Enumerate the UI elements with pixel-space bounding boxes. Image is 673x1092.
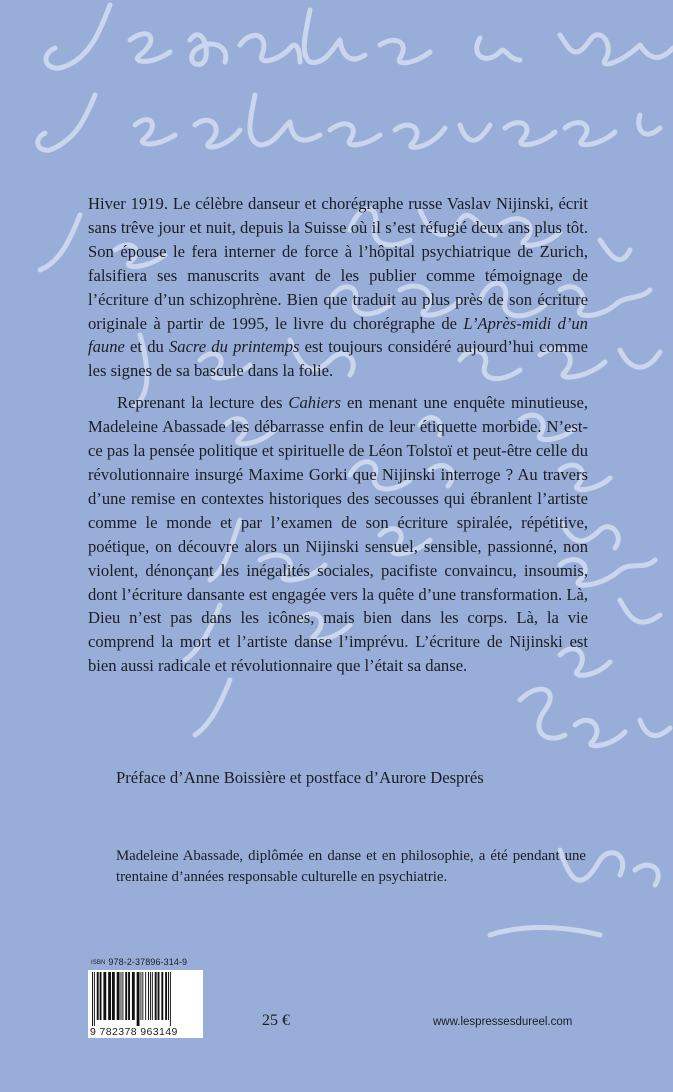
barcode-bar bbox=[125, 972, 127, 1020]
barcode-bar bbox=[145, 972, 146, 1020]
author-bio: Madeleine Abassade, diplômée en danse et en philosophie, a été pendant une trentaine d’années responsable culturelle en psychiatrie. bbox=[116, 848, 586, 885]
barcode-bar bbox=[117, 972, 120, 1020]
publisher-website[interactable]: www.lespressesdureel.com bbox=[433, 1016, 573, 1028]
barcode-bars bbox=[88, 970, 203, 1026]
barcode-bar bbox=[103, 972, 106, 1020]
barcode-bar bbox=[121, 972, 122, 1020]
barcode-bar bbox=[170, 972, 171, 1026]
barcode-bar bbox=[155, 972, 157, 1020]
blurb-p1-text-c: est toujours considéré aujourd’hui comme les signes de sa bascule dans la folie. bbox=[88, 337, 588, 381]
barcode-bar bbox=[94, 972, 95, 1026]
barcode-bar bbox=[122, 972, 123, 1020]
blurb-p2-text-b: en menant une enquête minutieuse, Madeleine Abassade les débarrasse enfin de leur étiquette morbide. N’est-ce pas la pensée politique et spirituelle de Léon Tolstoï et peut-être celle du révolutionnaire insurgé Maxime Gorki que Nijinski interroge ? Au travers d’une remise en contextes historiques des secousses qui ébranlent l’artiste comme le monde et par l’examen de son écriture spiralée, répétitive, poétique, on découvre alors un Nijinski sensuel, sensible, passionné, non violent, dénonçant les inégalités sociales, pacifiste convaincu, insoumis, dont l’écriture dansante est engagée vers la quête d’une transformation. Là, Dieu n’est pas dans les icônes, mais bien dans les corps. Là, la vie comprend la mort et l’artiste danse l’imprévu. L’écriture de Nijinski est bien aussi radicale et révolutionnaire que l’était sa danse. bbox=[88, 393, 588, 676]
barcode-bar bbox=[92, 972, 93, 1026]
barcode-bar bbox=[161, 972, 163, 1020]
barcode-bar bbox=[112, 972, 115, 1020]
barcode-bar bbox=[100, 972, 102, 1020]
isbn-number: 978-2-37896-314-9 bbox=[108, 957, 188, 967]
barcode-bar bbox=[132, 972, 135, 1020]
barcode-digits: 9 782378 963149 bbox=[90, 1026, 178, 1038]
barcode-bar bbox=[148, 972, 149, 1020]
preface-credit: Préface d’Anne Boissière et postface d’Aurore Després bbox=[116, 768, 484, 787]
isbn-prefix: ISBN bbox=[91, 960, 106, 966]
barcode-bar bbox=[140, 972, 141, 1020]
barcode-bar bbox=[150, 972, 151, 1020]
barcode-bar bbox=[142, 972, 143, 1020]
barcode-bar bbox=[128, 972, 130, 1020]
blurb-p1-text-b: et du bbox=[124, 337, 169, 357]
blurb-p2-text-a: Reprenant la lecture des bbox=[117, 393, 289, 413]
title-sacre: Sacre du printemps bbox=[168, 337, 300, 357]
barcode-bar bbox=[152, 972, 153, 1020]
blurb-p1-text-a: Hiver 1919. Le célèbre danseur et chorégraphe russe Vaslav Nijinski, écrit sans trêve jour et nuit, depuis la Suisse où il s’est réfugié deux ans plus tôt. Son épouse le fera interner de force à l’hôpital psychiatrique de Zurich, falsifiera ses manuscrits avant de les publier comme témoignage de l’écriture d’un schizophrène. Bien que traduit au plus près de son écriture originale à partir de 1995, le livre du chorégraphe de bbox=[88, 194, 588, 333]
blurb-paragraph-2 bbox=[88, 391, 588, 678]
barcode-bar bbox=[97, 972, 99, 1020]
back-cover-blurb bbox=[88, 192, 588, 678]
title-cahiers: Cahiers bbox=[288, 393, 341, 413]
barcode-bar bbox=[165, 972, 167, 1020]
blurb-paragraph-1 bbox=[88, 192, 588, 383]
barcode-bar bbox=[108, 972, 111, 1020]
barcode-bar bbox=[168, 972, 169, 1020]
barcode-bar bbox=[137, 972, 140, 1026]
title-apres-midi: L’Après-midi d’un faune bbox=[88, 313, 588, 357]
barcode-bar bbox=[158, 972, 160, 1020]
price: 25 € bbox=[262, 1012, 290, 1029]
isbn-label bbox=[91, 957, 187, 967]
